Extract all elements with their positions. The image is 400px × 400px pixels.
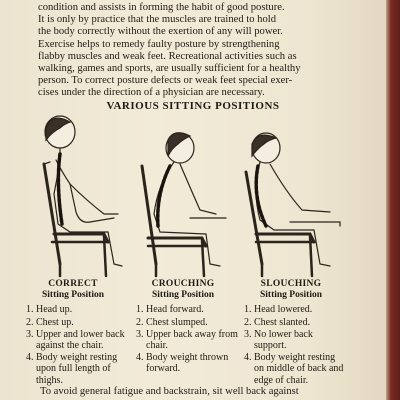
list-item: 4. Body weight thrown forward. [146, 352, 238, 374]
position-name: CORRECT [48, 279, 98, 289]
intro-line: person. To correct posture defects or weak feet special exer- [38, 75, 293, 87]
correct-position-list [18, 279, 128, 387]
list-item: 3. Upper and lower back against the chair. [36, 329, 128, 351]
position-name: SLOUCHING [260, 279, 322, 289]
list-item: 1. Head forward. [146, 304, 238, 315]
intro-line: flabby muscles and weak feet. Recreational activities such as [38, 50, 297, 62]
crouching-posture-figure [142, 133, 226, 276]
sitting-illustrations [30, 114, 370, 280]
intro-line: the body correctly without the exertion of any will power. [38, 26, 283, 38]
position-subtitle: Sitting Position [151, 290, 215, 301]
list-item: 4. Body weight resting upon full length of thighs. [36, 352, 128, 386]
slouching-posture-figure [246, 133, 340, 276]
footer-line: To avoid general fatigue and backstrain, sit well back against [40, 386, 299, 397]
position-name: CROUCHING [151, 279, 215, 289]
correct-posture-figure [44, 116, 122, 276]
list-item: 1. Head lowered. [254, 304, 346, 315]
list-item: 4. Body weight resting on middle of back and edge of chair. [254, 352, 346, 386]
book-edge [386, 0, 400, 400]
slouching-position-list [236, 279, 346, 387]
list-item: 2. Chest slanted. [254, 317, 346, 328]
crouching-position-list [128, 279, 238, 376]
list-item: 2. Chest up. [36, 317, 128, 328]
section-title: VARIOUS SITTING POSITIONS [106, 100, 280, 112]
position-subtitle: Sitting Position [259, 290, 323, 301]
list-item: 2. Chest slumped. [146, 317, 238, 328]
position-subtitle: Sitting Position [41, 290, 105, 301]
list-item: 1. Head up. [36, 304, 128, 315]
intro-line: Exercise helps to remedy faulty posture by strengthening [38, 38, 280, 50]
intro-line: condition and assists in forming the habit of good posture. [38, 2, 285, 13]
intro-line: cises under the direction of a physician are necessary. [38, 87, 265, 99]
intro-line: It is only by practice that the muscles are trained to hold [38, 14, 276, 26]
list-item: 3. Upper back away from chair. [146, 329, 238, 351]
intro-line: walking, games and sports, are usually sufficient for a healthy [38, 63, 301, 75]
intro-paragraph [38, 2, 356, 100]
list-item: 3. No lower back support. [254, 329, 346, 351]
